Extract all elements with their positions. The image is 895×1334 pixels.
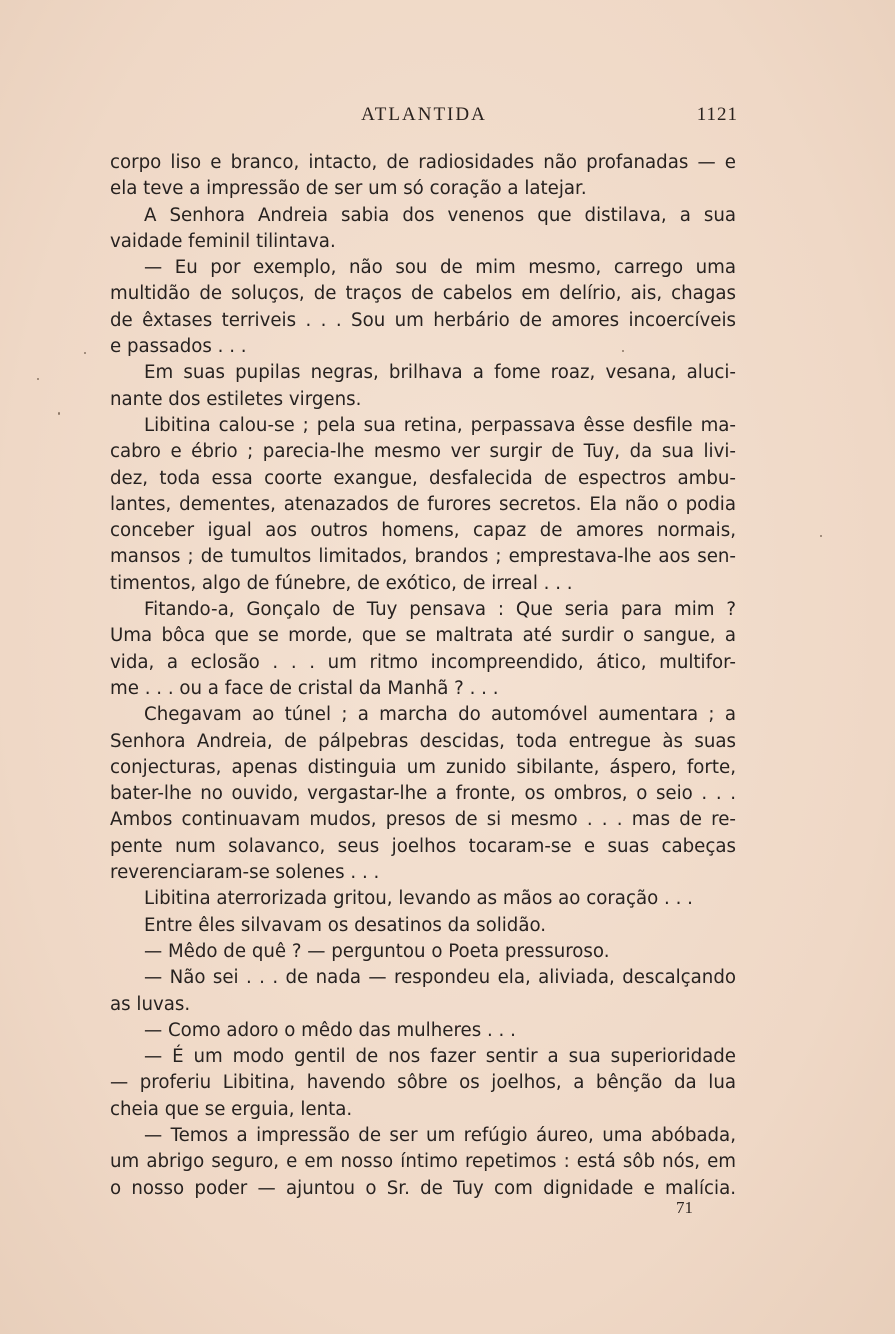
text-line: de êxtases terriveis . . . Sou um herbário de amores incoercíveis: [110, 309, 736, 331]
text-line: timentos, algo de fúnebre, de exótico, de irreal . . .: [110, 572, 573, 594]
signature-mark: 71: [676, 1198, 693, 1217]
text-line: dez, toda essa coorte exangue, desfalecida de espectros ambu-: [110, 467, 736, 489]
text-line: — É um modo gentil de nos fazer sentir a sua superioridade: [144, 1046, 736, 1068]
text-line: Libitina calou-se ; pela sua retina, perpassava êsse desfile ma-: [144, 414, 736, 436]
text-line: A Senhora Andreia sabia dos venenos que distilava, a sua: [144, 204, 736, 226]
text-line: Libitina aterrorizada gritou, levando as mãos ao coração . . .: [144, 888, 693, 910]
text-line: — Mêdo de quê ? — perguntou o Poeta pressuroso.: [144, 940, 610, 962]
text-line: um abrigo seguro, e em nosso íntimo repetimos : está sôb nós, em: [110, 1151, 736, 1173]
text-line: pente num solavanco, seus joelhos tocaram-se e suas cabeças: [110, 835, 736, 857]
paper-speck: [84, 352, 86, 354]
text-line: vaidade feminil tilintava.: [110, 230, 336, 252]
text-line: Senhora Andreia, de pálpebras descidas, toda entregue às suas: [110, 730, 736, 752]
paper-speck: [622, 350, 624, 352]
text-line: vida, a eclosão . . . um ritmo incompreendido, ático, multifor-: [110, 651, 736, 673]
text-line: — Não sei . . . de nada — respondeu ela, aliviada, descalçando: [144, 967, 736, 989]
text-line: Fitando-a, Gonçalo de Tuy pensava : Que seria para mim ?: [144, 599, 736, 621]
body-text: [110, 150, 736, 1202]
page-number: 1121: [696, 104, 738, 125]
text-line: e passados . . .: [110, 336, 247, 358]
text-line: Ambos continuavam mudos, presos de si mesmo . . . mas de re-: [110, 809, 736, 831]
text-line: lantes, dementes, atenazados de furores secretos. Ela não o podia: [110, 493, 736, 515]
text-line: — Como adoro o mêdo das mulheres . . .: [144, 1019, 516, 1041]
text-line: Entre êles silvavam os desatinos da solidão.: [144, 914, 547, 936]
text-line: bater-lhe no ouvido, vergastar-lhe a fronte, os ombros, o seio . . .: [110, 783, 736, 805]
text-line: Em suas pupilas negras, brilhava a fome roaz, vesana, aluci-: [144, 362, 736, 384]
text-line: me . . . ou a face de cristal da Manhã ? . . .: [110, 677, 499, 699]
text-line: ela teve a impressão de ser um só coração a latejar.: [110, 178, 587, 200]
text-line: reverenciaram-se solenes . . .: [110, 862, 380, 884]
page-header: [110, 102, 738, 130]
paper-speck: [37, 378, 39, 380]
text-line: — Temos a impressão de ser um refúgio áureo, uma abóbada,: [144, 1124, 736, 1146]
text-line: conjecturas, apenas distinguia um zunido sibilante, áspero, forte,: [110, 756, 736, 778]
text-line: mansos ; de tumultos limitados, brandos ; emprestava-lhe aos sen-: [110, 546, 736, 568]
paper-speck: [58, 412, 60, 415]
text-line: — Eu por exemplo, não sou de mim mesmo, carrego uma: [144, 257, 736, 279]
paper-speck: [820, 535, 822, 537]
text-line: conceber igual aos outros homens, capaz de amores normais,: [110, 520, 736, 542]
text-line: Uma bôca que se morde, que se maltrata até surdir o sangue, a: [110, 625, 736, 647]
text-line: cabro e ébrio ; parecia-lhe mesmo ver surgir de Tuy, da sua livi-: [110, 441, 736, 463]
text-line: cheia que se erguia, lenta.: [110, 1098, 353, 1120]
text-line: Chegavam ao túnel ; a marcha do automóvel aumentara ; a: [144, 704, 736, 726]
text-line: corpo liso e branco, intacto, de radiosidades não profanadas — e: [110, 152, 736, 173]
running-head: ATLANTIDA: [361, 104, 487, 125]
text-line: as luvas.: [110, 993, 191, 1015]
text-line: — proferiu Libitina, havendo sôbre os joelhos, a bênção da lua: [110, 1072, 736, 1094]
text-line: nante dos estiletes virgens.: [110, 388, 362, 410]
text-line: o nosso poder — ajuntou o Sr. de Tuy com dignidade e malícia.: [110, 1177, 736, 1199]
text-line: multidão de soluços, de traços de cabelos em delírio, ais, chagas: [110, 283, 736, 305]
